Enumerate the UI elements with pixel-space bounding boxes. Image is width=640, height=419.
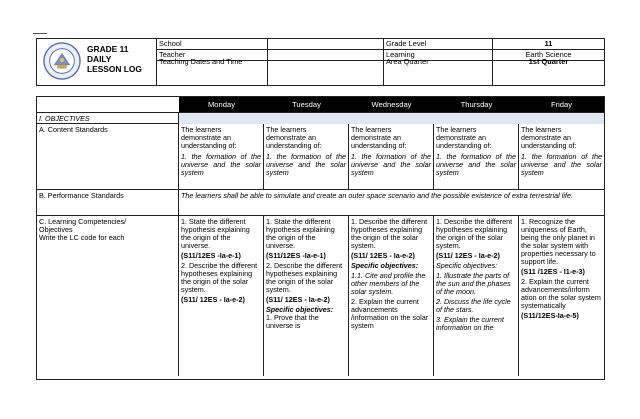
school-label: School [157, 39, 268, 50]
tuesday-competencies [264, 216, 349, 376]
objectives-fill [179, 113, 604, 124]
title-line: GRADE 11 [87, 44, 129, 54]
grade-level-value: 11 [493, 39, 604, 50]
logo-cell [37, 39, 157, 85]
competency-text: 3. Explain the current information on the [436, 315, 504, 332]
competency-code: (S11/12ES-Ia-e-5) [521, 311, 579, 320]
objectives-row [37, 112, 604, 124]
competency-code: (S11/12ES -Ia-e-1) [266, 251, 326, 260]
dates-label-text: Teaching Dates and Time [159, 57, 243, 66]
content-standard-intro-line: demonstrate an [351, 133, 401, 142]
content-standard-cell [179, 124, 264, 189]
content-standard-intro-line: demonstrate an [266, 133, 316, 142]
learning-area-label [384, 50, 493, 66]
competency-text: 2. Discuss the life cycle of the stars. [436, 297, 511, 314]
friday-competencies [519, 216, 604, 376]
specific-objectives-heading: Specific objectives: [436, 261, 498, 270]
competency-text: 1. State the different hypothesis explaining the origin of the universe. [266, 217, 335, 250]
quarter-value-cell [493, 61, 604, 85]
competency-text: 1.1. Cite and profile the other members of the solar system. [351, 271, 426, 296]
quarter-label-text: Area Quarter [386, 57, 429, 66]
performance-standard-text: The learners shall be able to simulate and create an outer space scenario and the possible existence of extra terrestrial life. [181, 191, 573, 200]
content-standard-detail: 1. the formation of the universe and the solar system [436, 152, 516, 177]
performance-standards-row [37, 190, 604, 216]
title-line: LESSON LOG [87, 64, 142, 74]
content-standard-cell [434, 124, 519, 189]
wednesday-competencies [349, 216, 434, 376]
specific-objectives-heading: Specific objectives: [351, 261, 419, 270]
day-tuesday: Tuesday [292, 100, 321, 109]
day-friday: Friday [550, 100, 573, 109]
dates-spacer [157, 61, 268, 85]
competency-text: 1. State the different hypothesis explaining the origin of the universe. [181, 217, 250, 250]
teacher-value[interactable] [268, 50, 384, 61]
content-standard-intro-line: understanding of: [181, 141, 237, 150]
thursday-competencies [434, 216, 519, 376]
competency-text: 1. Describe the different hypotheses explaining the origin of the solar system. [436, 217, 513, 250]
teacher-label-text: Teacher [159, 50, 186, 59]
content-standard-intro-line: understanding of: [266, 141, 322, 150]
content-standard-cell [264, 124, 349, 189]
content-standards-row [37, 124, 604, 190]
competency-text: 2. Describe the different hypotheses explaining the origin of the solar system. [266, 261, 343, 294]
competency-text: 2. Describe the different hypotheses explaining the origin of the solar system. [181, 261, 258, 294]
content-standard-cell [349, 124, 434, 189]
specific-objectives-heading: Specific objectives: [266, 305, 334, 314]
learning-competencies-row [37, 216, 604, 376]
learning-area-value-text: Earth Science [525, 50, 572, 59]
corner-mark [33, 33, 47, 34]
content-standard-intro-line: understanding of: [521, 141, 577, 150]
lesson-table [36, 96, 605, 380]
day-wednesday: Wednesday [371, 100, 412, 109]
dates-value[interactable] [268, 61, 384, 85]
content-standard-detail: 1. the formation of the universe and the solar system [351, 152, 431, 177]
day-monday: Monday [207, 100, 236, 109]
lesson-log-title [87, 42, 142, 74]
lc-label-line: C. Learning Competencies/ [39, 217, 127, 226]
competency-code: (S11 /12ES - I1-e-3) [521, 267, 585, 276]
day-thursday: Thursday [460, 100, 493, 109]
header-grid [157, 39, 604, 85]
monday-competencies [179, 216, 264, 376]
content-standard-intro-line: The learners [351, 125, 392, 134]
content-standards-label: A. Content Standards [37, 124, 179, 189]
competency-code: (S11/12ES -Ia-e-1) [181, 251, 241, 260]
content-standard-intro-line: The learners [436, 125, 477, 134]
quarter-spacer [384, 61, 493, 85]
content-standard-intro-line: demonstrate an [436, 133, 486, 142]
lc-label-line: Objectives [39, 225, 73, 234]
content-standard-intro-line: demonstrate an [181, 133, 231, 142]
competency-text: 1. Describe the different hypotheses explaining the origin of the solar system. [351, 217, 428, 250]
competency-text: 1. Illustrate the parts of the sun and the phases of the moon. [436, 271, 511, 296]
learning-area-value [493, 50, 604, 66]
day-header-blank [37, 97, 179, 112]
lc-label-line: Write the LC code for each [39, 233, 125, 242]
competency-text: 1. Recognize the uniqueness of Earth, being the only planet in the solar system with properties necessary to support life. [521, 217, 596, 266]
competency-code: (S11/ 12ES - Ia-e-2) [181, 295, 245, 304]
school-value[interactable] [268, 39, 384, 50]
day-header-row [37, 97, 604, 112]
grade-level-label: Grade Level [384, 39, 493, 50]
content-standard-intro-line: demonstrate an [521, 133, 571, 142]
content-standard-intro-line: understanding of: [351, 141, 407, 150]
learning-area-label-text: Learning [386, 50, 415, 59]
competency-text: 2. Explain the current advancements/inform ation on the solar system systematically [521, 277, 601, 310]
content-standard-cell [519, 124, 604, 189]
learning-competencies-label [37, 216, 179, 376]
competency-code: (S11/ 12ES - Ia-e-2) [266, 295, 330, 304]
quarter-value-text: 1st Quarter [528, 57, 569, 66]
competency-text: 2. Explain the current advancements /information on the solar system [351, 297, 429, 330]
lesson-log-header [36, 38, 605, 86]
performance-standards-label: B. Performance Standards [37, 190, 179, 215]
content-standard-detail: 1. the formation of the universe and the solar system [181, 152, 261, 177]
competency-code: (S11/ 12ES - Ia-e-2) [436, 251, 500, 260]
deped-seal-icon [43, 42, 81, 80]
objectives-label: I. OBJECTIVES [37, 113, 179, 124]
content-standard-detail: 1. the formation of the universe and the solar system [266, 152, 346, 177]
title-line: DAILY [87, 54, 112, 64]
content-standard-intro-line: The learners [266, 125, 307, 134]
competency-code: (S11/ 12ES - Ia-e-2) [351, 251, 415, 260]
teacher-label [157, 50, 268, 66]
competency-text: 1. Prove that the universe is [266, 313, 319, 330]
content-standard-intro-line: The learners [521, 125, 562, 134]
content-standard-detail: 1. the formation of the universe and the solar system [521, 152, 602, 177]
content-standard-intro-line: The learners [181, 125, 222, 134]
content-standard-intro-line: understanding of: [436, 141, 492, 150]
